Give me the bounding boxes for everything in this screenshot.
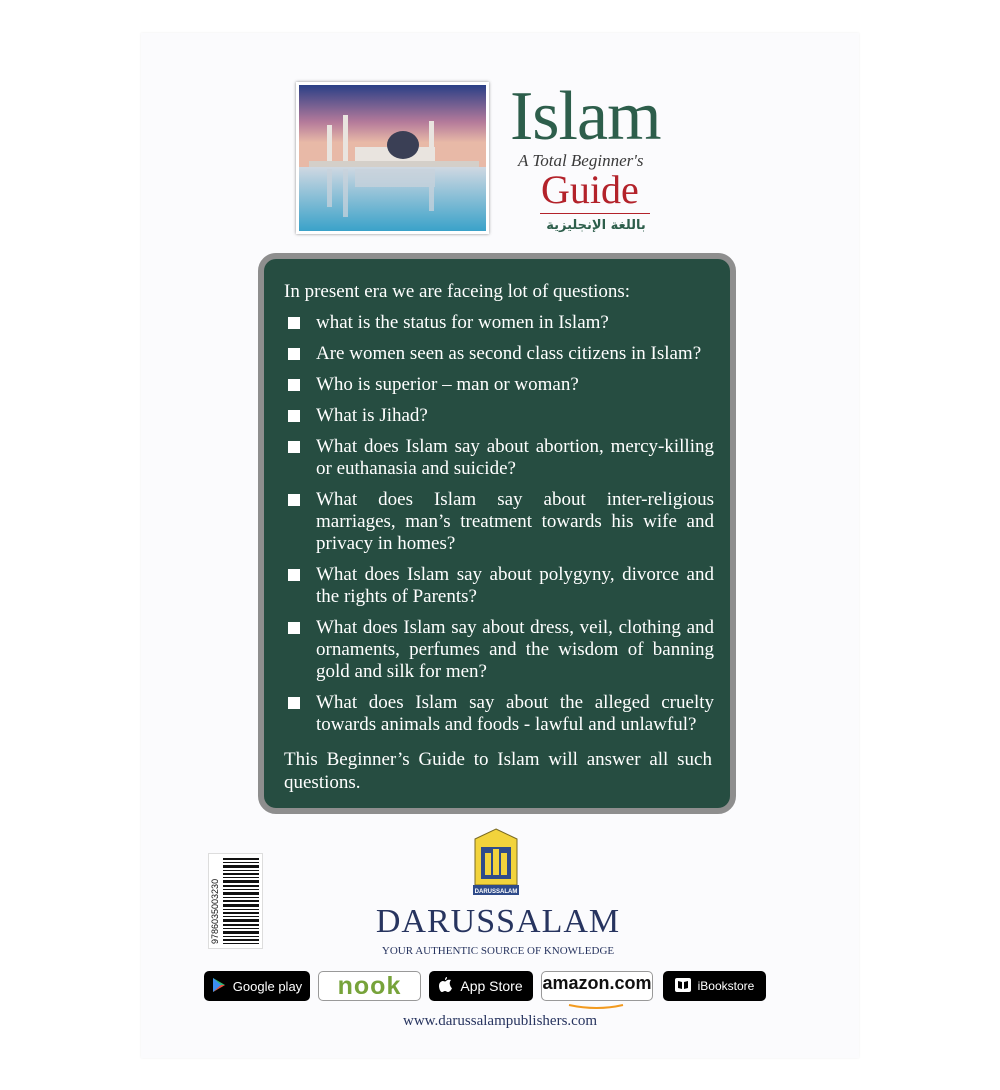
square-bullet-icon bbox=[288, 494, 300, 506]
amazon-label: amazon.com bbox=[542, 973, 652, 993]
square-bullet-icon bbox=[288, 441, 300, 453]
logo-text: DARUSSALAM bbox=[474, 889, 518, 895]
question-item: what is the status for women in Islam? bbox=[288, 312, 714, 334]
ibookstore-badge[interactable] bbox=[663, 971, 766, 1001]
barcode bbox=[208, 853, 263, 949]
questions-outro: This Beginner’s Guide to Islam will answer all such questions. bbox=[284, 749, 712, 793]
title-subtitle: A Total Beginner's bbox=[518, 151, 644, 170]
square-bullet-icon bbox=[288, 569, 300, 581]
question-item: What does Islam say about dress, veil, clothing and ornaments, perfumes and the wisdom of banning gold and silk for men? bbox=[288, 617, 714, 683]
amazon-badge[interactable] bbox=[541, 971, 653, 1001]
square-bullet-icon bbox=[288, 410, 300, 422]
google-play-icon bbox=[212, 977, 226, 996]
cover-photo-mosque bbox=[296, 82, 489, 234]
google-play-label: Google play bbox=[232, 978, 303, 994]
google-play-badge[interactable] bbox=[204, 971, 310, 1001]
question-item: What does Islam say about polygyny, divorce and the rights of Parents? bbox=[288, 564, 714, 608]
questions-box bbox=[258, 253, 736, 814]
title-islam: Islam bbox=[510, 78, 661, 155]
square-bullet-icon bbox=[288, 379, 300, 391]
title-divider bbox=[540, 213, 650, 214]
question-item: Are women seen as second class citizens in Islam? bbox=[288, 343, 714, 365]
app-store-label: App Store bbox=[460, 978, 523, 994]
square-bullet-icon bbox=[288, 317, 300, 329]
square-bullet-icon bbox=[288, 622, 300, 634]
title-guide: Guide bbox=[541, 167, 639, 212]
question-item: What does Islam say about abortion, mercy-killing or euthanasia and suicide? bbox=[288, 436, 714, 480]
ibookstore-label: iBookstore bbox=[697, 979, 755, 993]
barcode-number: 9786035003230 bbox=[210, 878, 220, 944]
question-item: What does Islam say about inter-religious marriages, man’s treatment towards his wife and privacy in homes? bbox=[288, 489, 714, 555]
amazon-smile-icon bbox=[567, 994, 627, 999]
apple-icon bbox=[439, 977, 453, 996]
question-item: Who is superior – man or woman? bbox=[288, 374, 714, 396]
question-item: What is Jihad? bbox=[288, 405, 714, 427]
questions-list bbox=[288, 312, 714, 745]
title-arabic: باللغة الإنجليزية bbox=[546, 218, 646, 233]
publisher-tagline: YOUR AUTHENTIC SOURCE OF KNOWLEDGE bbox=[381, 945, 615, 957]
darussalam-logo-icon bbox=[471, 827, 521, 897]
questions-intro: In present era we are faceing lot of questions: bbox=[284, 281, 631, 302]
app-store-badge[interactable] bbox=[429, 971, 533, 1001]
square-bullet-icon bbox=[288, 697, 300, 709]
nook-label: nook bbox=[337, 971, 402, 1000]
publisher-name: DARUSSALAM bbox=[375, 903, 621, 940]
publisher-url: www.darussalampublishers.com bbox=[403, 1013, 597, 1029]
question-item: What does Islam say about the alleged cruelty towards animals and foods - lawful and unlawful? bbox=[288, 692, 714, 736]
square-bullet-icon bbox=[288, 348, 300, 360]
book-icon bbox=[675, 978, 691, 995]
nook-badge[interactable] bbox=[318, 971, 421, 1001]
